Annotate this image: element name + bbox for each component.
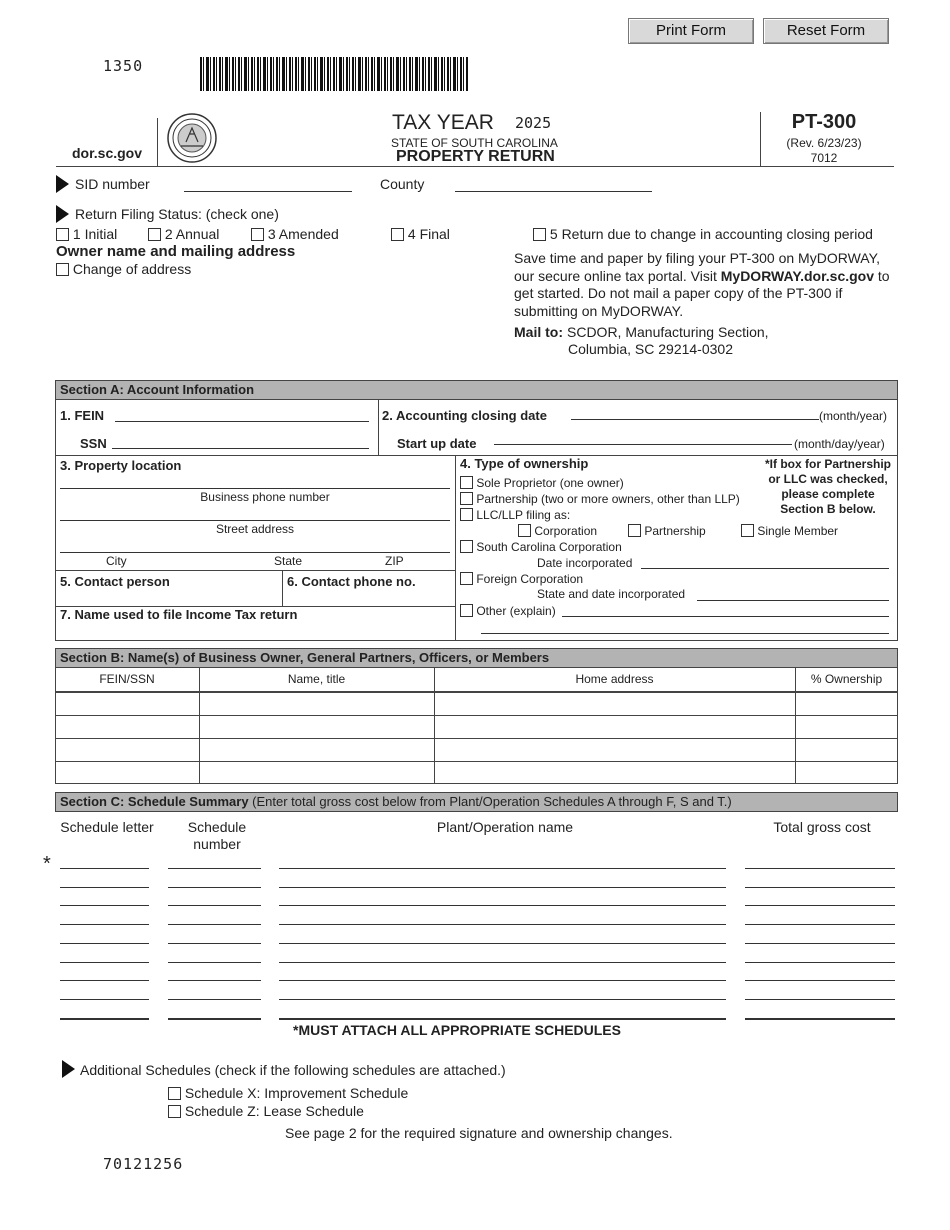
plant-name-input[interactable] (279, 905, 726, 906)
status-final[interactable]: 4 Final (391, 226, 450, 242)
section-b (55, 648, 898, 784)
sc-corp-checkbox[interactable] (460, 540, 473, 553)
status-accounting-change[interactable]: 5 Return due to change in accounting closing period (533, 226, 873, 242)
llc-partnership[interactable]: Partnership (628, 524, 706, 538)
street-address-label: Street address (215, 522, 295, 536)
revision-date: (Rev. 6/23/23) (786, 136, 862, 150)
form-title: PROPERTY RETURN (396, 148, 555, 165)
date-incorporated-label: Date incorporated (537, 556, 633, 570)
status-accounting-checkbox[interactable] (533, 228, 546, 241)
state-date-incorporated-label: State and date incorporated (537, 587, 686, 601)
fein-input[interactable] (115, 421, 369, 422)
other-explain-input-2[interactable] (481, 633, 889, 634)
plant-name-input[interactable] (279, 962, 726, 963)
schedule-number-input[interactable] (168, 905, 261, 906)
sole-checkbox[interactable] (460, 476, 473, 489)
gross-cost-input[interactable] (745, 868, 895, 869)
ssn-input[interactable] (112, 448, 369, 449)
schedule-number-input[interactable] (168, 1018, 261, 1020)
schedule-number-input[interactable] (168, 962, 261, 963)
street-address-input[interactable] (60, 552, 450, 553)
change-of-address[interactable]: Change of address (56, 261, 191, 277)
schedule-letter-input[interactable] (60, 962, 149, 963)
status-final-checkbox[interactable] (391, 228, 404, 241)
schedule-letter-input[interactable] (60, 905, 149, 906)
section-c-header: Section C: Schedule Summary (Enter total gross cost below from Plant/Operation Schedules A through F, S and T.) (55, 792, 898, 812)
table-row[interactable] (55, 715, 898, 716)
schedule-letter-input[interactable] (60, 980, 149, 981)
ownership-type-label: 4. Type of ownership (460, 456, 589, 471)
print-form-button[interactable]: Print Form (628, 18, 754, 44)
tax-year: 2025 (515, 114, 552, 132)
state-name: STATE OF SOUTH CAROLINA (391, 136, 558, 150)
startup-date-input[interactable] (494, 444, 792, 445)
status-initial-checkbox[interactable] (56, 228, 69, 241)
schedule-z[interactable]: Schedule Z: Lease Schedule (168, 1103, 364, 1119)
schedule-number-input[interactable] (168, 999, 261, 1000)
see-page-2-note: See page 2 for the required signature and ownership changes. (285, 1125, 673, 1141)
partnership-checkbox[interactable] (460, 492, 473, 505)
schedule-letter-input[interactable] (60, 943, 149, 944)
gross-cost-input[interactable] (745, 943, 895, 944)
contact-phone-label: 6. Contact phone no. (287, 574, 416, 589)
gross-cost-input[interactable] (745, 962, 895, 963)
ownership-partnership[interactable]: Partnership (two or more owners, other than LLP) (460, 492, 740, 506)
status-amended[interactable]: 3 Amended (251, 226, 339, 242)
col-schedule-letter: Schedule letter (60, 819, 154, 835)
additional-schedules-label: Additional Schedules (check if the following schedules are attached.) (80, 1062, 506, 1078)
state-seal-icon (166, 112, 218, 164)
table-row[interactable] (55, 738, 898, 739)
status-annual[interactable]: 2 Annual (148, 226, 219, 242)
plant-name-input[interactable] (279, 887, 726, 888)
bottom-form-code: 70121256 (103, 1155, 184, 1173)
ownership-note: *If box for Partnership or LLC was checked, please complete Section B below. (764, 457, 892, 516)
month-year-hint: (month/year) (819, 409, 888, 423)
state-label: State (274, 554, 303, 568)
other-checkbox[interactable] (460, 604, 473, 617)
ownership-sole[interactable]: Sole Proprietor (one owner) (460, 476, 624, 490)
gross-cost-input[interactable] (745, 905, 895, 906)
ownership-sc-corp[interactable]: South Carolina Corporation (460, 540, 622, 554)
tax-year-label: TAX YEAR (392, 111, 494, 134)
plant-name-input[interactable] (279, 943, 726, 944)
barcode (200, 57, 468, 91)
col-total-gross-cost: Total gross cost (773, 819, 871, 835)
arrow-marker-icon (56, 205, 69, 223)
schedule-number-input[interactable] (168, 980, 261, 981)
plant-name-input[interactable] (279, 999, 726, 1000)
ownership-foreign-corp[interactable]: Foreign Corporation (460, 572, 583, 586)
required-asterisk: * (43, 853, 51, 875)
change-address-checkbox[interactable] (56, 263, 69, 276)
schedule-number-input[interactable] (168, 924, 261, 925)
business-phone-label: Business phone number (200, 490, 330, 504)
schedule-letter-input[interactable] (60, 1018, 149, 1020)
section-b-header: Section B: Name(s) of Business Owner, General Partners, Officers, or Members (55, 648, 898, 668)
schedule-letter-input[interactable] (60, 868, 149, 869)
plant-name-input[interactable] (279, 924, 726, 925)
llc-checkbox[interactable] (460, 508, 473, 521)
form-id-code: 1350 (103, 57, 144, 75)
schedule-x-checkbox[interactable] (168, 1087, 181, 1100)
schedule-number-input[interactable] (168, 887, 261, 888)
arrow-marker-icon (56, 175, 69, 193)
zip-label: ZIP (385, 554, 404, 568)
schedule-number-input[interactable] (168, 943, 261, 944)
schedule-letter-input[interactable] (60, 924, 149, 925)
llc-single-member[interactable]: Single Member (741, 524, 838, 538)
mydorway-link[interactable]: MyDORWAY.dor.sc.gov (720, 267, 875, 284)
arrow-marker-icon (62, 1060, 75, 1078)
startup-date-label: Start up date (397, 436, 477, 451)
status-initial[interactable]: 1 Initial (56, 226, 117, 242)
col-schedule-number: Schedule number (187, 819, 247, 852)
llc-corporation-checkbox[interactable] (518, 524, 531, 537)
sid-input[interactable] (184, 191, 352, 192)
col-fein-ssn: FEIN/SSN (99, 672, 155, 686)
schedule-number-input[interactable] (168, 868, 261, 869)
schedule-letter-input[interactable] (60, 887, 149, 888)
gross-cost-input[interactable] (745, 887, 895, 888)
website: dor.sc.gov (72, 145, 143, 161)
form-number: PT-300 (791, 111, 857, 133)
other-explain-input[interactable] (562, 616, 889, 617)
llc-partnership-checkbox[interactable] (628, 524, 641, 537)
ssn-label: SSN (80, 436, 107, 451)
llc-corporation[interactable]: Corporation (518, 524, 597, 538)
ownership-llc[interactable]: LLC/LLP filing as: (460, 508, 570, 522)
accounting-closing-label: 2. Accounting closing date (382, 408, 547, 423)
income-tax-name-label: 7. Name used to file Income Tax return (60, 607, 298, 622)
reset-form-button[interactable]: Reset Form (763, 18, 889, 44)
state-date-incorporated-input[interactable] (697, 600, 889, 601)
col-name-title: Name, title (287, 672, 346, 686)
sid-label: SID number (75, 176, 150, 192)
fein-label: 1. FEIN (60, 408, 105, 423)
mail-to-label: Mail to: (514, 324, 563, 340)
plant-name-input[interactable] (279, 980, 726, 981)
filing-status-label: Return Filing Status: (check one) (75, 206, 279, 222)
llc-single-checkbox[interactable] (741, 524, 754, 537)
gross-cost-input[interactable] (745, 980, 895, 981)
gross-cost-input[interactable] (745, 1018, 895, 1020)
city-label: City (106, 554, 127, 568)
plant-name-input[interactable] (279, 1018, 726, 1020)
date-incorporated-input[interactable] (641, 568, 889, 569)
gross-cost-input[interactable] (745, 924, 895, 925)
gross-cost-input[interactable] (745, 999, 895, 1000)
must-attach-note: *MUST ATTACH ALL APPROPRIATE SCHEDULES (293, 1022, 621, 1038)
plant-name-input[interactable] (279, 868, 726, 869)
schedule-x[interactable]: Schedule X: Improvement Schedule (168, 1085, 408, 1101)
owner-name-label: Owner name and mailing address (56, 243, 296, 260)
status-annual-checkbox[interactable] (148, 228, 161, 241)
month-day-year-hint: (month/day/year) (794, 437, 885, 451)
schedule-letter-input[interactable] (60, 999, 149, 1000)
business-phone-input[interactable] (60, 520, 450, 521)
county-input[interactable] (455, 191, 652, 192)
form-code: 7012 (810, 151, 838, 165)
col-home-address: Home address (575, 672, 654, 686)
foreign-corp-checkbox[interactable] (460, 572, 473, 585)
property-name-input[interactable] (60, 488, 450, 489)
mydorway-promo: Save time and paper by filing your PT-300 on MyDORWAY, our secure online tax portal. Visit MyDORWAY.dor.sc.gov to get started. Do not mail a paper copy of the PT-300 if submitting on MyDORWAY. (514, 250, 890, 319)
contact-person-label: 5. Contact person (60, 574, 170, 589)
col-plant-name: Plant/Operation name (436, 819, 574, 835)
section-a-header: Section A: Account Information (55, 380, 898, 400)
accounting-closing-input[interactable] (571, 419, 819, 420)
status-amended-checkbox[interactable] (251, 228, 264, 241)
table-row[interactable] (55, 761, 898, 762)
mail-address-line2: Columbia, SC 29214-0302 (568, 341, 733, 357)
ownership-other[interactable]: Other (explain) (460, 604, 556, 618)
col-ownership-pct: % Ownership (810, 672, 883, 686)
mail-address-line1: SCDOR, Manufacturing Section, (567, 324, 769, 340)
property-location-label: 3. Property location (60, 458, 182, 473)
county-label: County (380, 176, 425, 192)
schedule-z-checkbox[interactable] (168, 1105, 181, 1118)
